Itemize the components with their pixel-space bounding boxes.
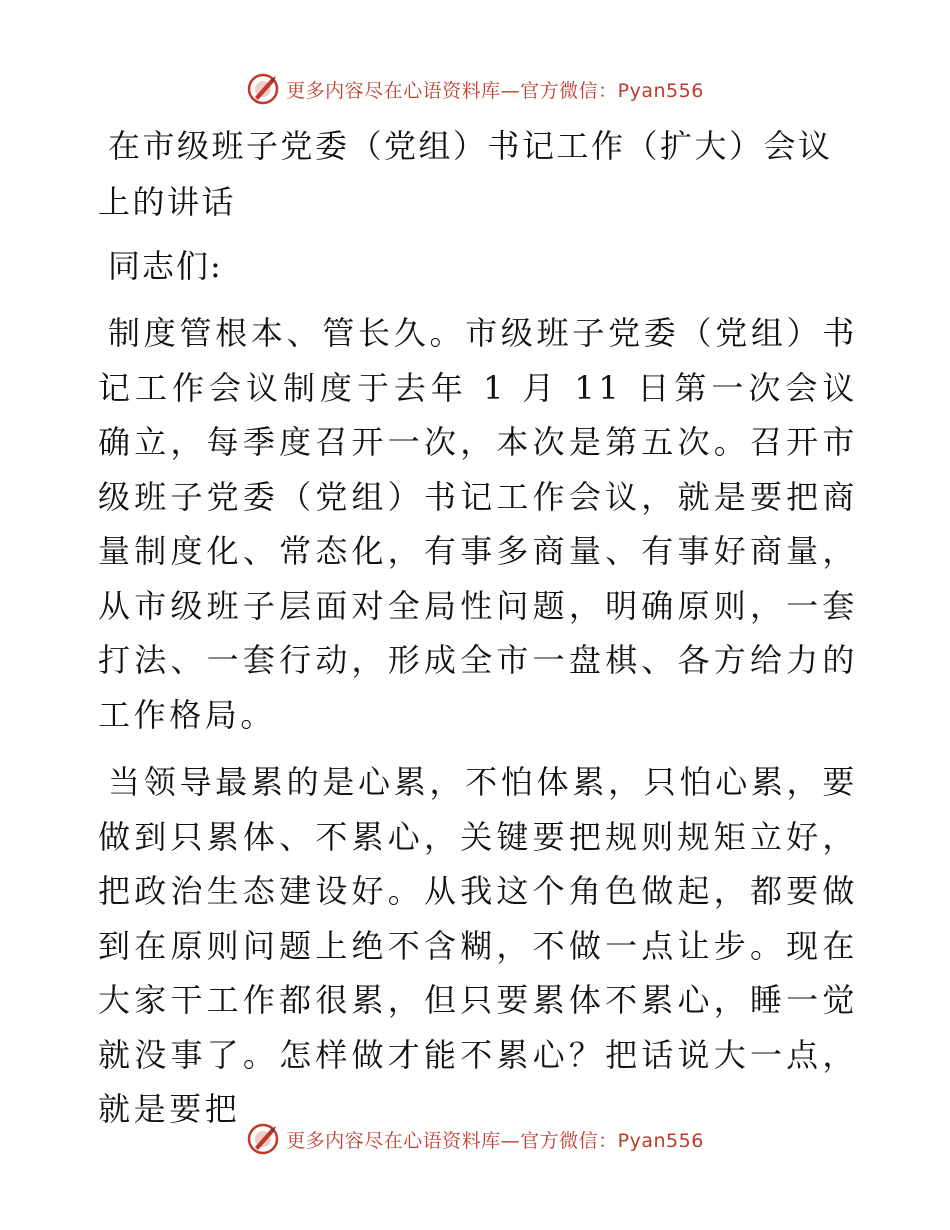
- header-banner-wechat: 官方微信：Pyan556: [520, 79, 704, 102]
- header-banner-text: [286, 76, 704, 103]
- document-title: 在市级班子党委（党组）书记工作（扩大）会议上的讲话: [98, 127, 833, 221]
- document-body: [98, 118, 858, 1150]
- header-banner-separator: —: [500, 79, 521, 102]
- footer-banner: [0, 1122, 950, 1156]
- footer-banner-wechat: 官方微信：Pyan556: [520, 1129, 704, 1152]
- salutation: 同志们:: [108, 247, 223, 285]
- paragraph-2: 当领导最累的是心累，不怕体累，只怕心累，要做到只累体、不累心，关键要把规则规矩立好，把政治生态建设好。从我这个角色做起，都要做到在原则问题上绝不含糊，不做一点让步。现在大家干工作都很累，但只要累体不累心，睡一觉就没事了。怎样做才能不累心？把话说大一点，就是要把: [98, 763, 858, 1128]
- paragraph-1: 制度管根本、管长久。市级班子党委（党组）书记工作会议制度于去年 1 月 11 日第一次会议确立，每季度召开一次，本次是第五次。召开市级班子党委（党组）书记工作会议，就是要把商量制度化、常态化，有事多商量、有事好商量，从市级班子层面对全局性问题，明确原则，一套打法、一套行动，形成全市一盘棋、各方给力的工作格局。: [98, 314, 858, 734]
- pen-nib-logo-icon: [246, 1122, 280, 1156]
- footer-banner-separator: —: [500, 1129, 521, 1152]
- header-banner: [0, 72, 950, 106]
- footer-banner-text: [286, 1126, 704, 1153]
- header-banner-slogan: 更多内容尽在心语资料库: [286, 79, 501, 102]
- footer-banner-slogan: 更多内容尽在心语资料库: [286, 1129, 501, 1152]
- pen-nib-logo-icon: [246, 72, 280, 106]
